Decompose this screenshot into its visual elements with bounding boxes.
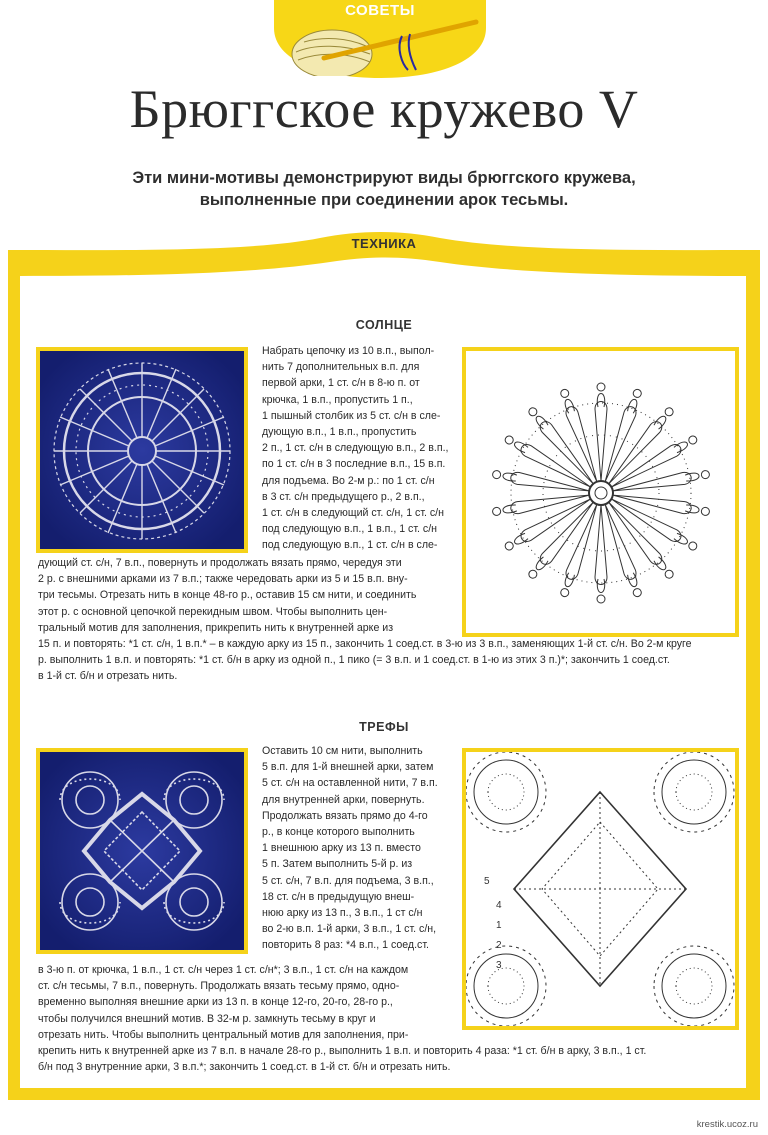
text-line: ст. с/н тесьмы, 7 в.п., повернуть. Продолжать вязать тесьму прямо, одно- xyxy=(38,980,400,993)
diagram-mark: 5 xyxy=(484,876,490,887)
text-line: 5 ст. с/н, 7 в.п. для подъема, 3 в.п., xyxy=(262,874,434,887)
text-line: р., в конце которого выполнить xyxy=(262,826,415,839)
text-line: временно выполняя внешние арки из 13 п. в конце 12-го, 20-го, 28-го р., xyxy=(38,996,393,1009)
clover-diagram-icon xyxy=(466,752,735,1026)
text-line: 15 п. и повторять: *1 ст. с/н, 1 в.п.* – в каждую арку из 15 п., закончить 1 соед.ст. в 3-ю из 3 в.п., заменяющих 1-й ст. с/н. Во 2-м круге xyxy=(38,638,692,650)
section-badge: СОВЕТЫ xyxy=(345,2,415,19)
text-line: 2 р. с внешними арками из 7 в.п.; также чередовать арки из 5 и 15 в.п. вну- xyxy=(38,573,408,586)
text-line: по 1 ст. с/н в 3 последние в.п., 15 в.п. xyxy=(262,458,446,471)
sun-lace-photo xyxy=(36,347,248,553)
text-line: 18 ст. с/н в предыдущую внеш- xyxy=(262,890,415,903)
text-line: нюю арку из 13 п., 3 в.п., 1 ст с/н xyxy=(262,907,423,920)
text-line: б/н под 3 внутренние арки, 3 в.п.*; закончить 1 соед.ст. в 1-й ст. б/н и отрезать нить. xyxy=(38,1061,451,1074)
yarn-hook-icon xyxy=(284,14,484,76)
clover-instructions-column xyxy=(262,743,450,954)
text-line: 5 ст. с/н на оставленной нити, 7 в.п. xyxy=(262,777,438,790)
text-line: в 3 ст. с/н предыдущего р., 2 в.п., xyxy=(262,490,425,503)
text-line: р. выполнить 1 в.п. и повторять: *1 ст. б/н в арку из одной п., 1 пико (= 3 в.п. и 1 соед.ст. в 1-ю из этих 3 п.)*; закончить 1 соед.ст. xyxy=(38,654,670,667)
text-line: первой арки, 1 ст. с/н в 8-ю п. от xyxy=(262,377,420,390)
text-line: 2 п., 1 ст. с/н в следующую в.п., 2 в.п., xyxy=(262,442,449,455)
text-line: крепить нить к внутренней арке из 7 в.п. в начале 28-го р., выполнить 1 в.п. и повторить 4 раза: *1 ст. б/н в арку, 3 в.п., 1 ст. xyxy=(38,1045,647,1057)
text-line: нить 7 дополнительных в.п. для xyxy=(262,361,420,374)
text-line: во 2-ю в.п. 1-й арки, 3 в.п., 1 ст. с/н, xyxy=(262,923,437,936)
page-title: Брюггское кружево V xyxy=(129,79,639,139)
diagram-mark: 3 xyxy=(496,960,502,971)
subtitle-line: Эти мини-мотивы демонстрируют виды брюггского кружева, xyxy=(132,169,636,187)
text-line: тральный мотив для заполнения, прикрепить нить к внутренней арке из xyxy=(38,621,394,634)
sun-crochet-diagram xyxy=(462,347,739,637)
text-line: для внутренней арки, повернуть. xyxy=(262,793,425,806)
text-line: 1 пышный столбик из 5 ст. с/н в сле- xyxy=(262,409,441,422)
text-line: дующий ст. с/н, 7 в.п., повернуть и продолжать вязать прямо, чередуя эти xyxy=(38,557,402,569)
clover-lace-photo xyxy=(36,748,248,954)
diagram-mark: 1 xyxy=(496,920,502,931)
clover-instructions-wide xyxy=(38,962,454,1043)
text-line: отрезать нить. Чтобы выполнить центральный мотив для заполнения, при- xyxy=(38,1028,409,1041)
sun-instructions-full xyxy=(38,636,740,685)
subtitle-line: выполненные при соединении арок тесьмы. xyxy=(199,191,569,209)
text-line: 5 п. Затем выполнить 5-й р. из xyxy=(262,858,413,871)
clover-crochet-diagram xyxy=(462,748,739,1030)
text-line: этот р. с основной цепочкой перекидным швом. Чтобы выполнить цен- xyxy=(38,605,388,618)
text-line: под следующую в.п., 1 в.п., 1 ст. с/н xyxy=(262,523,437,536)
text-line: 1 внешнюю арку из 13 п. вместо xyxy=(262,842,421,855)
diagram-mark: 4 xyxy=(496,900,502,911)
text-line: чтобы получился внешний мотив. В 32-м р. замкнуть тесьму в круг и xyxy=(38,1012,376,1025)
text-line: для подъема. Во 2-м р.: по 1 ст. с/н xyxy=(262,474,435,487)
motif-title-sun: СОЛНЦЕ xyxy=(355,318,413,332)
text-line: Оставить 10 см нити, выполнить xyxy=(262,745,423,757)
sun-instructions-wide xyxy=(38,555,454,636)
motif-title-clover: ТРЕФЫ xyxy=(359,720,409,734)
text-line: Продолжать вязать прямо до 4-го xyxy=(262,809,428,822)
sun-diagram-icon xyxy=(466,351,735,633)
text-line: дующую в.п., 1 в.п., пропустить xyxy=(262,426,417,439)
technique-heading: ТЕХНИКА xyxy=(351,236,417,251)
clover-lace-photo-icon xyxy=(40,752,244,950)
text-line: 5 в.п. для 1-й внешней арки, затем xyxy=(262,761,434,774)
text-line: 1 ст. с/н в следующий ст. с/н, 1 ст. с/н xyxy=(262,507,444,520)
text-line: в 1-й ст. б/н и отрезать нить. xyxy=(38,670,178,683)
diagram-mark: 2 xyxy=(496,940,502,951)
sun-lace-photo-icon xyxy=(40,351,244,549)
text-line: повторить 8 раз: *4 в.п., 1 соед.ст. xyxy=(262,939,429,952)
sun-instructions-column xyxy=(262,343,450,554)
text-line: три тесьмы. Отрезать нить в конце 48-го р., оставив 15 см нити, и соединить xyxy=(38,589,417,602)
text-line: крючка, 1 в.п., пропустить 1 п., xyxy=(262,393,413,406)
text-line: Набрать цепочку из 10 в.п., выпол- xyxy=(262,345,435,357)
page-subtitle xyxy=(0,167,768,211)
text-line: под следующую в.п., 1 ст. с/н в сле- xyxy=(262,539,438,552)
site-watermark: krestik.ucoz.ru xyxy=(696,1119,758,1130)
clover-instructions-full xyxy=(38,1043,740,1075)
text-line: в 3-ю п. от крючка, 1 в.п., 1 ст. с/н через 1 ст. с/н*; 3 в.п., 1 ст. с/н на каждом xyxy=(38,964,409,976)
